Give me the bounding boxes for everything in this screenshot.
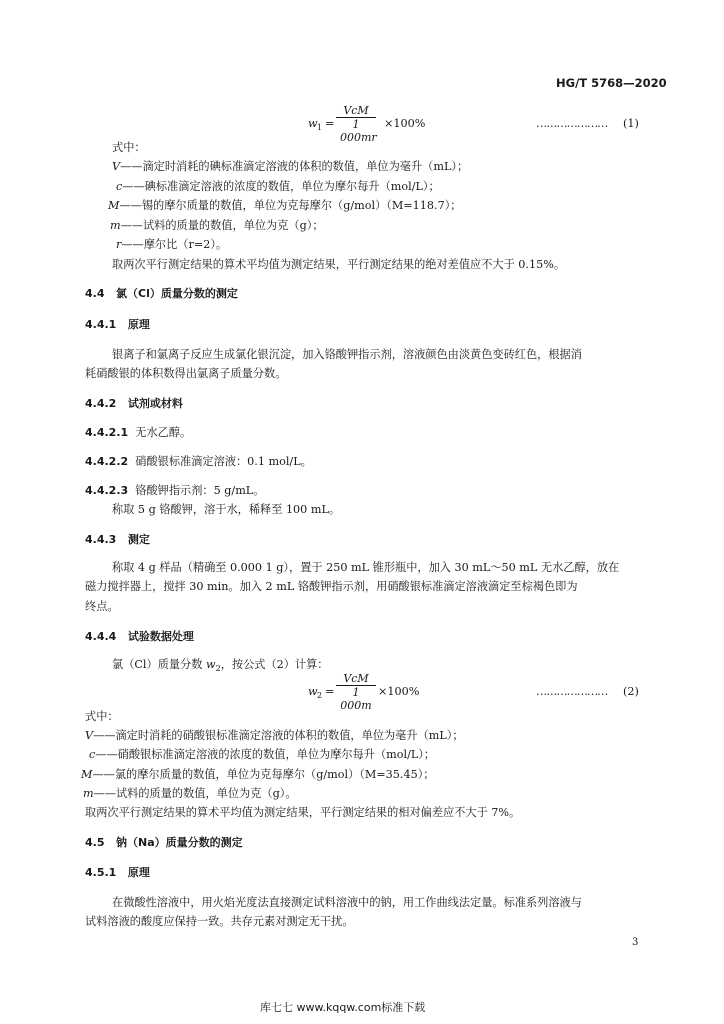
procedure-cl-line-3: 终点。: [85, 600, 119, 613]
principle-cl-line-2: 耗硝酸银的体积数得出氯离子质量分数。: [85, 367, 287, 380]
formula-1-lhs: w: [308, 117, 318, 130]
where-2-line-c: c——硝酸银标准滴定溶液的浓度的数值，单位为摩尔每升（mol/L）；: [89, 748, 436, 761]
where-2-intro: 式中：: [85, 710, 119, 723]
formula-1-fraction: [336, 104, 376, 144]
section-4-4-2-2: 4.4.2.2 硝酸银标准滴定溶液：0.1 mol/L。: [85, 455, 312, 468]
formula-2-equals: =: [325, 685, 335, 698]
formula-1-denominator: 1 000mr: [340, 118, 377, 144]
procedure-cl-line-1: 称取 4 g 样品（精确至 0.000 1 g），置于 250 mL 锥形瓶中，加入 30 mL～50 mL 无水乙醇，放在: [112, 561, 620, 574]
section-4-4-2-3-note: 称取 5 g 铬酸钾，溶于水，稀释至 100 mL。: [112, 503, 341, 516]
formula-1-numerator: VcM: [343, 104, 369, 117]
section-4-4-4-heading: 4.4.4 试验数据处理: [85, 630, 194, 643]
where-1-line-c: c——碘标准滴定溶液的浓度的数值，单位为摩尔每升（mol/L）；: [116, 180, 440, 193]
section-4-4-1-heading: 4.4.1 原理: [85, 318, 150, 331]
where-1-conclusion: 取两次平行测定结果的算术平均值为测定结果，平行测定结果的绝对差值应不大于 0.15%。: [112, 258, 566, 271]
section-4-4-2-3: 4.4.2.3 铬酸钾指示剂：5 g/mL。: [85, 484, 265, 497]
section-4-5-1-heading: 4.5.1 原理: [85, 866, 150, 879]
principle-na-line-2: 试料溶液的酸度应保持一致。共存元素对测定无干扰。: [85, 915, 354, 928]
procedure-cl-line-2: 磁力搅拌器上，搅拌 30 min。加入 2 mL 铬酸钾指示剂，用硝酸银标准滴定溶液滴定至棕褐色即为: [85, 580, 578, 593]
page-number: 3: [632, 937, 639, 948]
formula-1-number: (1): [623, 117, 639, 130]
formula-1-leader: …………………: [536, 117, 608, 130]
where-1-line-V: V——滴定时消耗的碘标准滴定溶液的体积的数值，单位为毫升（mL）；: [112, 160, 469, 173]
standard-code: HG/T 5768—2020: [556, 76, 667, 90]
formula-2-number: (2): [623, 685, 639, 698]
where-2-line-m: m——试料的质量的数值，单位为克（g）。: [83, 787, 297, 800]
principle-na-line-1: 在微酸性溶液中，用火焰光度法直接测定试料溶液中的钠，用工作曲线法定量。标准系列溶液与: [112, 896, 582, 909]
formula-2-lhs: w: [308, 685, 318, 698]
where-1-line-M: M——锡的摩尔质量的数值，单位为克每摩尔（g/mol）（M=118.7）；: [108, 199, 462, 212]
section-4-5-heading: 4.5 钠（Na）质量分数的测定: [85, 836, 243, 849]
section-4-4-2-heading: 4.4.2 试剂或材料: [85, 397, 183, 410]
formula-1-lhs-sub: 1: [317, 123, 323, 132]
where-2-conclusion: 取两次平行测定结果的算术平均值为测定结果，平行测定结果的相对偏差应不大于 7%。: [85, 806, 521, 819]
formula-2-fraction: [336, 672, 376, 712]
formula-2-numerator: VcM: [343, 672, 369, 685]
section-4-4-3-heading: 4.4.3 测定: [85, 533, 150, 546]
where-1-line-m: m——试料的质量的数值，单位为克（g）；: [110, 219, 324, 232]
section-4-4-heading: 4.4 氯（Cl）质量分数的测定: [85, 287, 238, 300]
formula-1-suffix: ×100%: [384, 117, 426, 130]
where-1-intro: 式中：: [112, 141, 146, 154]
section-4-4-2-1: 4.4.2.1 无水乙醇。: [85, 426, 192, 439]
principle-cl-line-1: 银离子和氯离子反应生成氯化银沉淀，加入铬酸钾指示剂，溶液颜色由淡黄色变砖红色，根据消: [112, 348, 582, 361]
where-2-line-M: M——氯的摩尔质量的数值，单位为克每摩尔（g/mol）（M=35.45）；: [81, 768, 435, 781]
formula-2-denominator: 1 000m: [340, 686, 372, 712]
where-1-line-r: r——摩尔比（r=2）。: [116, 238, 228, 251]
calc-intro: 氯（Cl）质量分数 $w_2$，按公式（2）计算：: [112, 658, 329, 673]
formula-1-equals: =: [325, 117, 335, 130]
where-2-line-V: V——滴定时消耗的硝酸银标准滴定溶液的体积的数值，单位为毫升（mL）；: [85, 729, 464, 742]
formula-2-suffix: ×100%: [378, 685, 420, 698]
formula-2-leader: …………………: [536, 685, 608, 698]
formula-2-lhs-sub: 2: [317, 691, 323, 700]
footer-watermark: 库七七 www.kqqw.com标准下载: [260, 1001, 426, 1014]
